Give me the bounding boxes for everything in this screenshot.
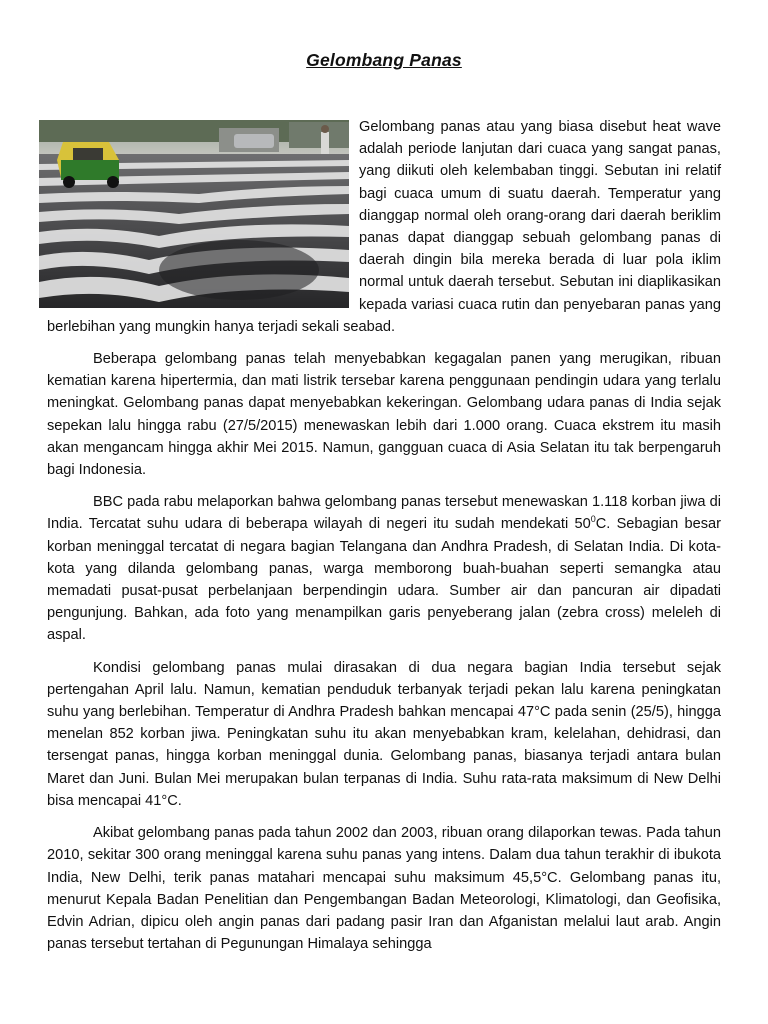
melted-zebra-crossing-photo (39, 120, 349, 308)
paragraph-3 (47, 491, 721, 646)
degree-superscript: 0 (590, 514, 596, 525)
paragraph-intro: Gelombang panas atau yang biasa disebut heat wave adalah periode lanjutan dari cuaca yang sangat panas, yang diikuti oleh kelembaban tinggi. Sebutan ini relatif bagi cuaca umum di suatu daerah. Temperatur yang dianggap normal oleh orang-orang dari daerah beriklim panas dapat dianggap sebuah gelombang panas di daerah dingin bila mereka berada di luar pola iklim normal untuk daerah tersebut. Sebutan ini diaplikasikan kepada variasi cuaca rutin dan penyebaran panas yang berlebihan yang mungkin hanya terjadi sekali seabad. (47, 119, 721, 335)
document-title: Gelombang Panas (306, 50, 462, 70)
paragraph-4: Kondisi gelombang panas mulai dirasakan di dua negara bagian India tersebut sejak pertengahan April lalu. Namun, kematian penduduk terbanyak terjadi pekan lalu karena peningkatan suhu yang berlebihan. Temperatur di Andhra Pradesh bahkan mencapai 47°C pada senin (25/5), hingga menelan 852 korban jiwa. Peningkatan suhu itu akan menyebabkan kram, kelelahan, dehidrasi, dan tersengat panas, hingga korban meninggal dunia. Gelombang panas, biasanya terjadi antara bulan Maret dan Juni. Bulan Mei merupakan bulan terpanas di India. Suhu rata-rata maksimum di New Delhi bisa mencapai 41°C. (47, 659, 721, 809)
document-body (47, 116, 721, 965)
paragraph-5: Akibat gelombang panas pada tahun 2002 dan 2003, ribuan orang dilaporkan tewas. Pada tahun 2010, sekitar 300 orang meninggal karena suhu panas yang intens. Dalam dua tahun terakhir di ibukota India, New Delhi, terik panas matahari mencapai suhu maksimum 45,5°C. Gelombang panas itu, menurut Kepala Badan Penelitian dan Pengembangan Badan Meteorologi, Klimatologi, dan Geofisika, Edvin Adrian, dipicu oleh angin panas dari padang pasir Iran dan Afganistan melalui laut arab. Angin panas tersebut tertahan di Pegunungan Himalaya sehingga (47, 825, 721, 953)
paragraph-3-part-1: BBC pada rabu melaporkan bahwa gelombang panas tersebut menewaskan 1.118 korban jiwa di India. Tercatat suhu udara di beberapa wilayah di negeri itu sudah mendekati 50 (47, 494, 721, 533)
paragraph-3-part-2: C. Sebagian besar korban meninggal tercatat di negara bagian Telangana dan Andhra Pradesh, di Selatan India. Di kota-kota yang dilanda gelombang panas, warga memborong buah-buahan seperti semangka atau memadati pusat-pusat perbelanjaan berpendingin udara. Sumber air dan pancuran air dipadati pengunjung. Bahkan, ada foto yang menampilkan garis penyeberang jalan (zebra cross) meleleh di aspal. (47, 516, 721, 644)
paragraph-2: Beberapa gelombang panas telah menyebabkan kegagalan panen yang merugikan, ribuan kematian karena hipertermia, dan mati listrik tersebar karena penggunaan pendingin udara yang terlalu meningkat. Gelombang panas dapat menyebabkan kekeringan. Gelombang udara panas di India sejak sepekan lalu hingga rabu (27/5/2015) menewaskan lebih dari 1.000 orang. Cuaca ekstrem itu masih akan mengancam hingga akhir Mei 2015. Namun, gangguan cuaca di Asia Selatan itu tak berpengaruh bagi Indonesia. (47, 351, 721, 479)
